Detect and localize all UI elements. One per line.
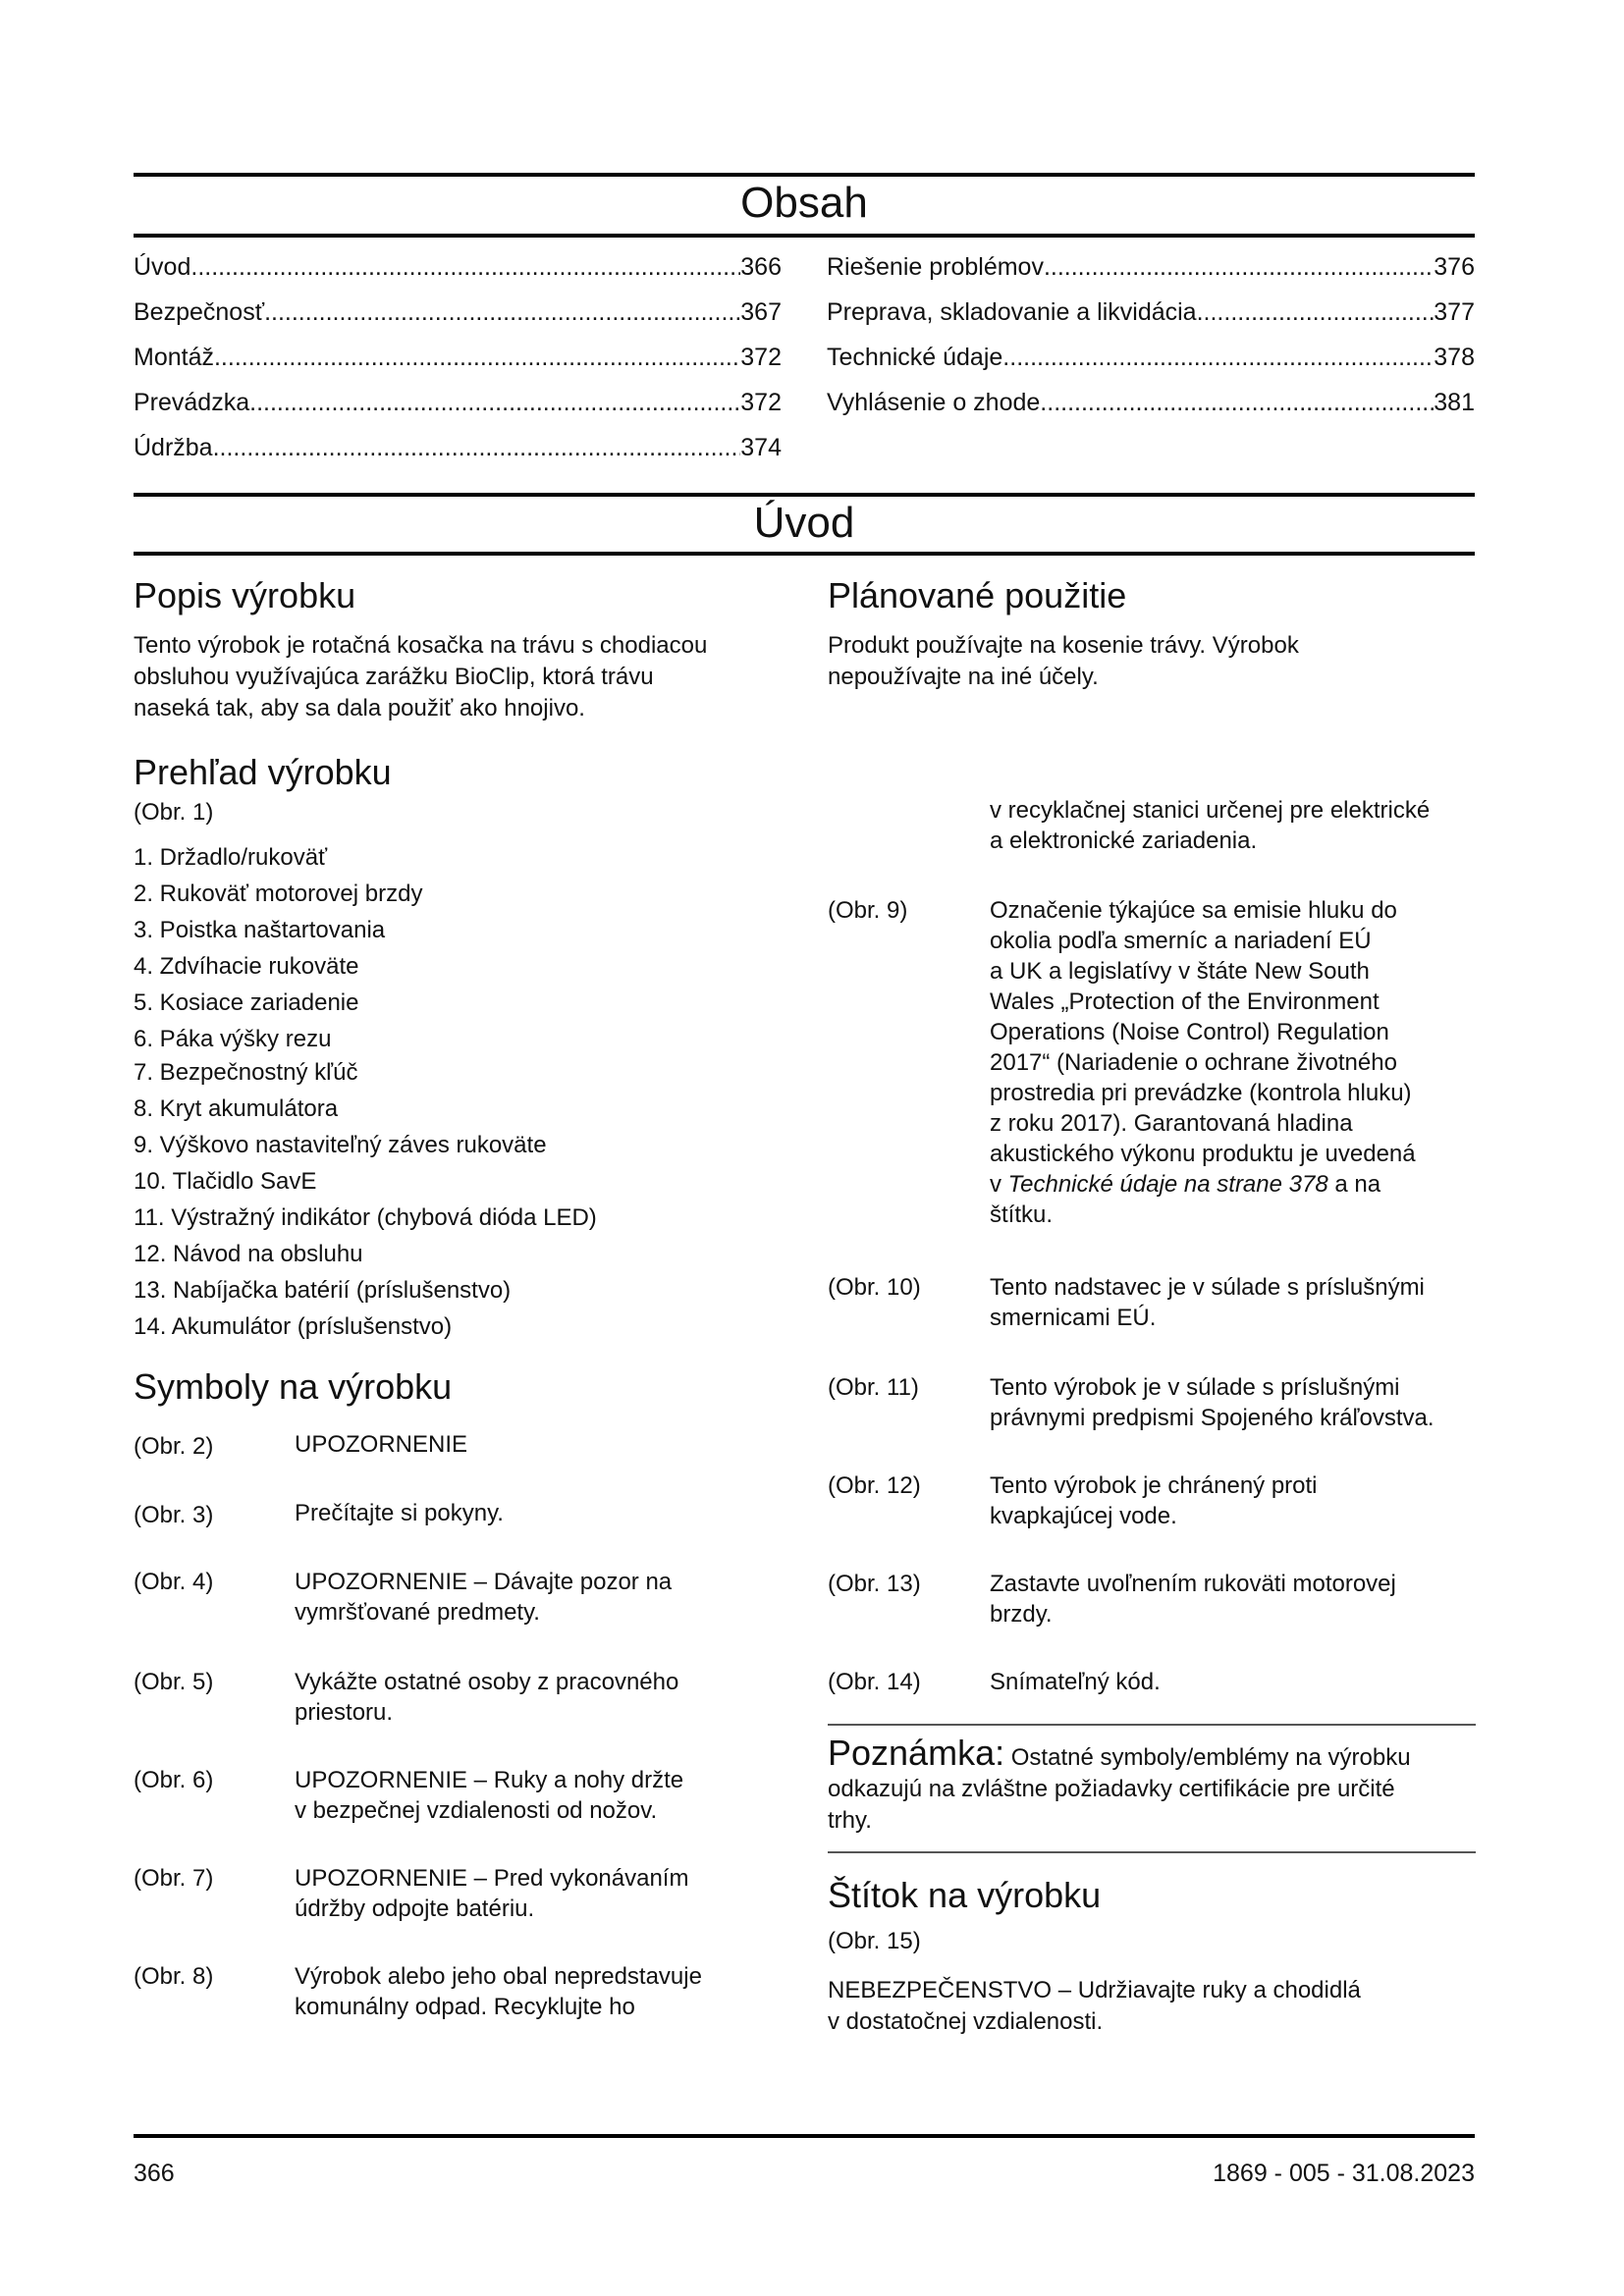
symbol-ref: (Obr. 6) <box>134 1767 214 1793</box>
list-item: 13. Nabíjačka batérií (príslušenstvo) <box>134 1277 512 1304</box>
symbol-text: UPOZORNENIE – Dávajte pozor na vymršťované predmety. <box>295 1569 673 1626</box>
list-item: 12. Návod na obsluhu <box>134 1241 363 1267</box>
list-item: 11. Výstražný indikátor (chybová dióda LED) <box>134 1204 597 1231</box>
symbol-ref: (Obr. 4) <box>134 1569 214 1595</box>
toc-entry-vyhlasenie[interactable]: Vyhlásenie o zhode ..... 381 <box>827 389 1475 417</box>
popis-line: Tento výrobok je rotačná kosačka na trávu s chodiacou <box>134 632 708 659</box>
note-label: Poznámka: <box>828 1733 1005 1773</box>
toc-top-rule <box>134 173 1475 177</box>
list-item: 4. Zdvíhacie rukoväte <box>134 953 359 980</box>
prehlad-figure-ref: (Obr. 1) <box>134 799 214 826</box>
toc-entry-bezpecnost[interactable]: Bezpečnosť ..... 367 <box>134 298 782 327</box>
symbol-ref: (Obr. 3) <box>134 1502 214 1528</box>
symbol-text-obr9: Označenie týkajúce sa emisie hluku do okolia podľa smerníc a nariadení EÚ a UK a legislatívy v štáte New South Wales „Protection of the Environment Operations (Noise Control) Regulation 2017“ (Nariadenie o ochrane životného prostredia pri prevádzke (kontrola hluku) z roku 2017). Garantovaná hladina akustického výkonu produktu je uvedená v Technické údaje na strane 378 a na štítku. <box>990 897 1416 1228</box>
symbol-ref: (Obr. 9) <box>828 897 908 924</box>
planovane-line: nepoužívajte na iné účely. <box>828 664 1099 690</box>
symbol-text: Výrobok alebo jeho obal nepredstavuje komunálny odpad. Recyklujte ho <box>295 1963 702 2020</box>
symbol-ref: (Obr. 13) <box>828 1571 921 1597</box>
popis-paragraph <box>134 630 801 724</box>
symbol-text: Snímateľný kód. <box>990 1669 1161 1695</box>
list-item: 8. Kryt akumulátora <box>134 1095 339 1122</box>
symbol-text: UPOZORNENIE <box>295 1431 468 1458</box>
stitok-figure-ref: (Obr. 15) <box>828 1928 921 1954</box>
toc-title-rule <box>134 234 1475 238</box>
list-item: 3. Poistka naštartovania <box>134 917 386 943</box>
symbol-ref: (Obr. 5) <box>134 1669 214 1695</box>
section-title: Úvod <box>753 499 855 547</box>
note-text: odkazujú na zvláštne požiadavky certifikácie pre určité <box>828 1776 1395 1802</box>
document-id: 1869 - 005 - 31.08.2023 <box>1213 2160 1475 2187</box>
symboly-heading: Symboly na výrobku <box>134 1366 453 1407</box>
prehlad-heading: Prehľad výrobku <box>134 752 392 792</box>
list-item: 2. Rukoväť motorovej brzdy <box>134 881 423 907</box>
toc-entry-technicke[interactable]: Technické údaje ..... 378 <box>827 344 1475 372</box>
planovane-line: Produkt používajte na kosenie trávy. Výrobok <box>828 632 1299 659</box>
technicke-udaje-link[interactable]: Technické údaje na strane 378 <box>1007 1171 1328 1198</box>
list-item: 6. Páka výšky rezu <box>134 1026 332 1052</box>
section-top-rule <box>134 493 1475 497</box>
symbol-ref: (Obr. 11) <box>828 1374 919 1401</box>
symbol-text-continuation: v recyklačnej stanici určenej pre elektrické a elektronické zariadenia. <box>990 797 1431 854</box>
popis-line: naseká tak, aby sa dala použiť ako hnojivo. <box>134 695 585 721</box>
symbol-ref: (Obr. 7) <box>134 1865 214 1892</box>
list-item: 10. Tlačidlo SavE <box>134 1168 317 1195</box>
toc-entry-uvod[interactable]: Úvod ..... 366 <box>134 253 782 282</box>
planovane-paragraph <box>828 630 1476 693</box>
symbol-text: UPOZORNENIE – Ruky a nohy držte v bezpečnej vzdialenosti od nožov. <box>295 1767 684 1824</box>
toc-entry-montaz[interactable]: Montáž ..... 372 <box>134 344 782 372</box>
toc-entry-preprava[interactable]: Preprava, skladovanie a likvidácia ..... 377 <box>827 298 1475 327</box>
symbol-text: Vykážte ostatné osoby z pracovného priestoru. <box>295 1669 679 1726</box>
stitok-paragraph: NEBEZPEČENSTVO – Udržiavajte ruky a chodidlá v dostatočnej vzdialenosti. <box>828 1977 1361 2035</box>
note-top-rule <box>828 1724 1476 1726</box>
toc-title: Obsah <box>740 179 868 227</box>
footer-rule <box>134 2134 1475 2138</box>
symbol-text: Prečítajte si pokyny. <box>295 1500 504 1526</box>
note-bottom-rule <box>828 1851 1476 1853</box>
symbol-ref: (Obr. 2) <box>134 1433 214 1460</box>
note-box <box>828 1733 1476 1837</box>
note-text: trhy. <box>828 1807 872 1834</box>
symbol-ref: (Obr. 8) <box>134 1963 214 1990</box>
popis-line: obsluhou využívajúca zarážku BioClip, ktorá trávu <box>134 664 654 690</box>
list-item: 9. Výškovo nastaviteľný záves rukoväte <box>134 1132 547 1158</box>
planovane-heading: Plánované použitie <box>828 575 1127 615</box>
list-item: 5. Kosiace zariadenie <box>134 989 359 1016</box>
list-item: 1. Držadlo/rukoväť <box>134 844 328 871</box>
section-title-rule <box>134 552 1475 556</box>
symbol-ref: (Obr. 10) <box>828 1274 921 1301</box>
list-item: 7. Bezpečnostný kľúč <box>134 1059 358 1086</box>
toc-entry-prevadzka[interactable]: Prevádzka ..... 372 <box>134 389 782 417</box>
symbol-ref: (Obr. 14) <box>828 1669 921 1695</box>
symbol-text: Zastavte uvoľnením rukoväti motorovej brzdy. <box>990 1571 1396 1628</box>
toc-entry-riesenie[interactable]: Riešenie problémov ..... 376 <box>827 253 1475 282</box>
symbol-text: Tento výrobok je v súlade s príslušnými právnymi predpismi Spojeného kráľovstva. <box>990 1374 1435 1431</box>
symbol-ref: (Obr. 12) <box>828 1472 921 1499</box>
popis-heading: Popis výrobku <box>134 575 356 615</box>
symbol-text: Tento nadstavec je v súlade s príslušnými smernicami EÚ. <box>990 1274 1425 1331</box>
page-number: 366 <box>134 2160 175 2187</box>
symbol-text: UPOZORNENIE – Pred vykonávaním údržby odpojte batériu. <box>295 1865 689 1922</box>
note-text: Ostatné symboly/emblémy na výrobku <box>1004 1744 1411 1771</box>
list-item: 14. Akumulátor (príslušenstvo) <box>134 1313 453 1340</box>
stitok-heading: Štítok na výrobku <box>828 1875 1102 1915</box>
toc-entry-udrzba[interactable]: Údržba ..... 374 <box>134 434 782 462</box>
symbol-text: Tento výrobok je chránený proti kvapkajúcej vode. <box>990 1472 1318 1529</box>
